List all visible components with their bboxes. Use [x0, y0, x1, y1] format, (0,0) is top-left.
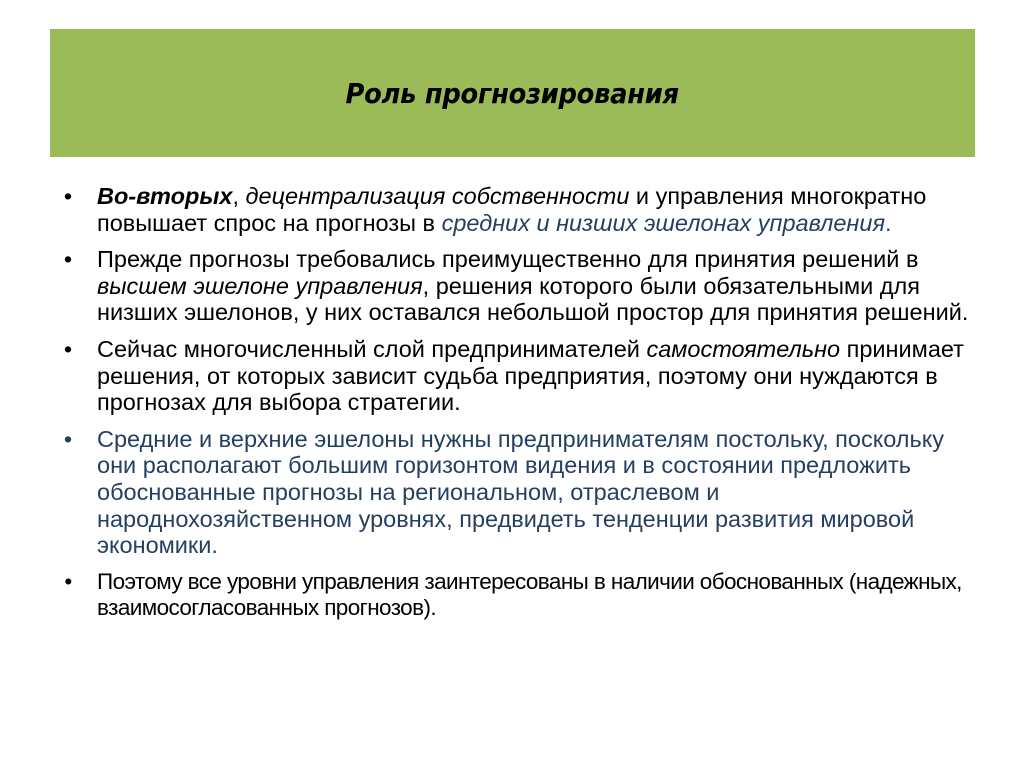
bullet-4-text: Средние и верхние эшелоны нужны предпринимателям постольку, поскольку они располагают большим горизонтом видения и в состоянии предложить обоснованные прогнозы на региональном, отраслевом и народнохозяйственном уровнях, предвидеть тенденции развития мировой экономики.: [97, 425, 945, 559]
bullet-3-text-a: Сейчас многочисленный слой предпринимателей: [97, 335, 647, 362]
bullet-1-lead: Во-вторых: [97, 183, 233, 209]
bullet-icon: •: [63, 246, 73, 273]
bullet-list: [58, 183, 978, 622]
bullet-3-emphasis: самостоятельно: [646, 335, 841, 362]
bullet-2-text-b: , решения которого были обязательными для низших эшелонов, у них оставался небольшой простор для принятия решений.: [97, 272, 969, 326]
slide-body: [58, 183, 978, 632]
bullet-item-2: [58, 246, 978, 326]
bullet-1-emphasis: децентрализация собственности: [245, 183, 630, 209]
bullet-1-highlight: средних и низших эшелонах управления: [441, 209, 885, 236]
bullet-item-3: [58, 336, 978, 416]
bullet-icon: •: [63, 425, 73, 452]
bullet-icon: •: [63, 183, 73, 209]
bullet-icon: •: [63, 335, 73, 362]
slide-title-banner: [50, 29, 975, 157]
bullet-2-emphasis: высшем эшелоне управления: [97, 272, 423, 299]
bullet-5-text: Поэтому все уровни управления заинтересованы в наличии обоснованных (надежных, взаимосогласованных прогнозов).: [97, 568, 962, 621]
bullet-1-sep: ,: [232, 183, 246, 209]
bullet-1-text: и управления многократно повышает спрос на прогнозы в: [97, 183, 927, 236]
bullet-2-text-a: Прежде прогнозы требовались преимущественно для принятия решений в: [97, 246, 919, 273]
bullet-3-text-b: принимает решения, от которых зависит судьба предприятия, поэтому они нуждаются в прогнозах для выбора стратегии.: [97, 335, 964, 416]
bullet-item-4: [58, 426, 978, 559]
bullet-1-end: .: [885, 209, 892, 236]
bullet-item-1: [58, 183, 978, 236]
bullet-icon: •: [64, 568, 72, 594]
slide-title: Роль прогнозирования: [345, 76, 680, 110]
bullet-item-5: [58, 569, 978, 622]
